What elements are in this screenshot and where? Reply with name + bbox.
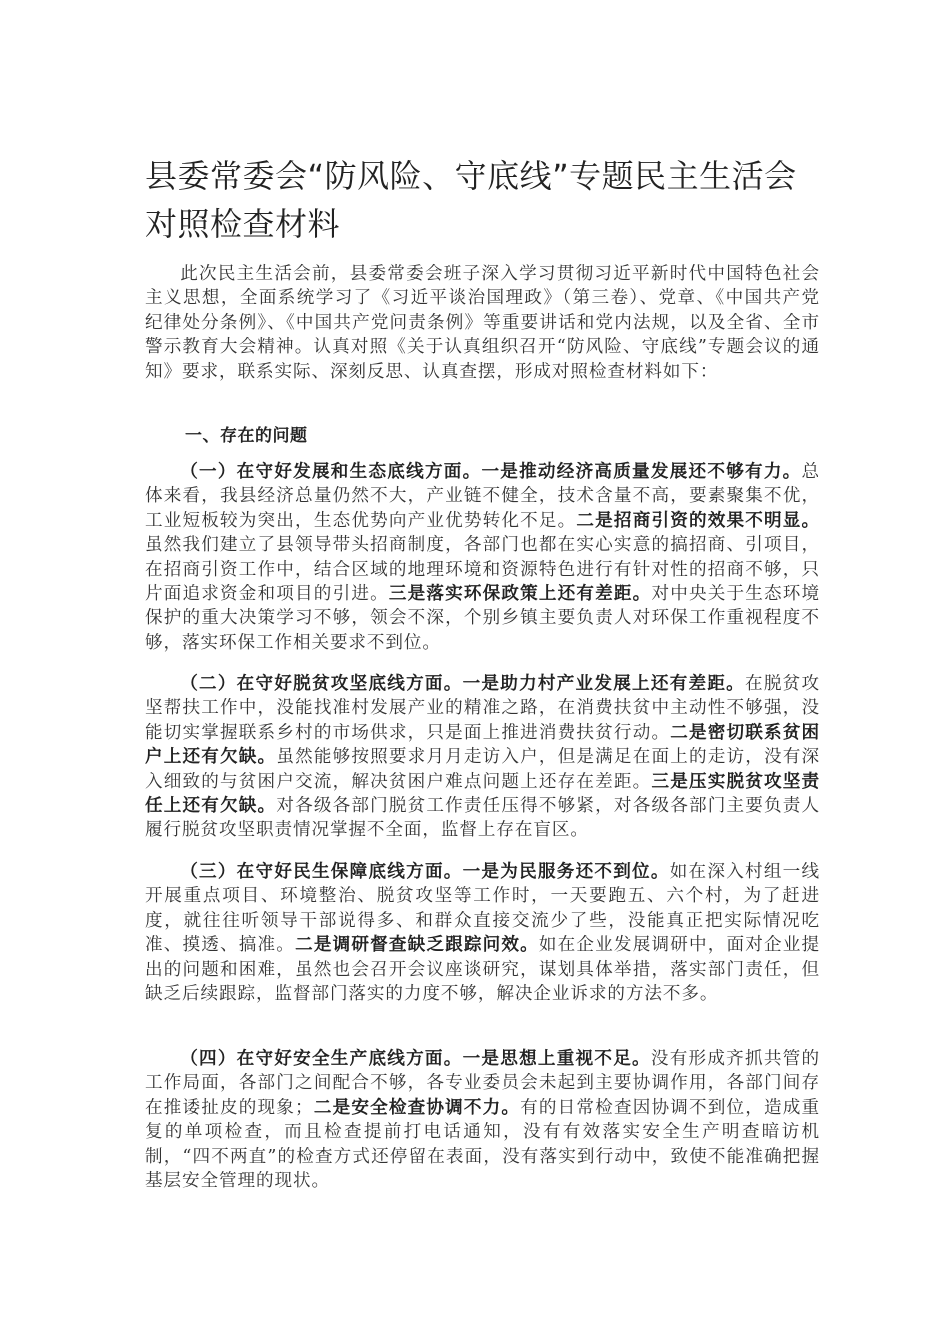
paragraph-4-text-2: 有的日常检查因协调不到位，造成重复的单项检查，而且检查提前打电话通知，没有有效落实安全生产明查暗访机制，“四不两直”的检查方式还停留在表面，没有落实到行动中，致使不能准确把握基层安全管理的现状。	[145, 1097, 821, 1192]
paragraph-1	[145, 460, 820, 655]
paragraph-2-point-3: 三是压实脱贫攻坚责任上还有欠缺。	[145, 770, 820, 817]
paragraph-2-point-2: 二是密切联系贫困户上还有欠缺。	[145, 721, 820, 768]
paragraph-4-lead: （四）在守好安全生产底线方面。	[180, 1048, 463, 1069]
paragraph-3-point-1: 一是为民服务还不到位。	[462, 861, 670, 882]
paragraph-2-point-1: 一是助力村产业发展上还有差距。	[462, 673, 745, 694]
paragraph-1-point-1: 一是推动经济高质量发展还不够有力。	[481, 461, 802, 482]
section-heading: 一、存在的问题	[185, 426, 308, 446]
paragraph-1-text-3: 对中央关于生态环境保护的重大决策学习不够，领会不深，个别乡镇主要负责人对环保工作重视程度不够，落实环保工作相关要求不到位。	[145, 584, 821, 653]
paragraph-4-point-1: 一是思想上重视不足。	[462, 1048, 651, 1069]
paragraph-3	[145, 860, 820, 1006]
paragraph-2-text-2: 虽然能够按照要求月月走访入户，但是满足在面上的走访，没有深入细致的与贫困户交流，解决贫困户难点问题上还存在差距。	[145, 747, 820, 792]
paragraph-3-text-2: 如在企业发展调研中，面对企业提出的问题和困难，虽然也会召开会议座谈研究，谋划具体举措，落实部门责任，但缺乏后续跟踪，监督部门落实的力度不够，解决企业诉求的方法不多。	[145, 935, 820, 1005]
paragraph-1-text-1: 总体来看，我县经济总量仍然不大，产业链不健全，技术含量不高，要素聚集不优，工业短板较为突出，生态优势向产业优势转化不足。	[145, 462, 820, 531]
paragraph-1-text-2: 虽然我们建立了县领导带头招商制度，各部门也都在实心实意的搞招商、引项目，在招商引资工作中，结合区域的地理环境和资源特色进行有针对性的招商不够，只片面追求资金和项目的引进。	[145, 535, 820, 605]
paragraph-4-text-1: 没有形成齐抓共管的工作局面，各部门之间配合不够，各专业委员会未起到主要协调作用，各部门间存在推诿扯皮的现象；	[145, 1049, 820, 1118]
paragraph-2	[145, 672, 820, 843]
paragraph-3-text-1: 如在深入村组一线开展重点项目、环境整治、脱贫攻坚等工作时，一天要跑五、六个村，为了赶进度，就往往听领导干部说得多、和群众直接交流少了些，没能真正把实际情况吃准、摸透、搞准。	[145, 862, 821, 956]
paragraph-2-text-3: 对各级各部门脱贫工作责任压得不够紧，对各级各部门主要负责人履行脱贫攻坚职责情况掌握不全面，监督上存在盲区。	[145, 796, 820, 841]
paragraph-1-lead: （一）在守好发展和生态底线方面。	[180, 461, 482, 482]
paragraph-1-point-3: 三是落实环保政策上还有差距。	[388, 583, 652, 605]
paragraph-3-lead: （三）在守好民生保障底线方面。	[180, 861, 463, 882]
paragraph-4-point-2: 二是安全检查协调不力。	[313, 1096, 521, 1118]
paragraph-2-text-1: 在脱贫攻坚帮扶工作中，没能找准村发展产业的精准之路，在消费扶贫中主动性不够强，没能切实掌握联系乡村的市场供求，只是面上推进消费扶贫行动。	[145, 674, 820, 743]
paragraph-2-lead: （二）在守好脱贫攻坚底线方面。	[180, 673, 463, 694]
document-title: 县委常委会“防风险、守底线”专题民主生活会对照检查材料	[145, 157, 797, 243]
intro-paragraph: 此次民主生活会前，县委常委会班子深入学习贯彻习近平新时代中国特色社会主义思想，全面系统学习了《习近平谈治国理政》（第三卷）、党章、《中国共产党纪律处分条例》、《中国共产党问责条例》等重要讲话和党内法规，以及全省、全市警示教育大会精神。认真对照《关于认真组织召开“防风险、守底线”专题会议的通知》要求，联系实际、深刻反思、认真查摆，形成对照检查材料如下：	[145, 264, 820, 382]
paragraph-3-point-2: 二是调研督查缺乏跟踪问效。	[295, 934, 539, 956]
paragraph-1-point-2: 二是招商引资的效果不明显。	[576, 509, 821, 531]
paragraph-4	[145, 1047, 820, 1193]
